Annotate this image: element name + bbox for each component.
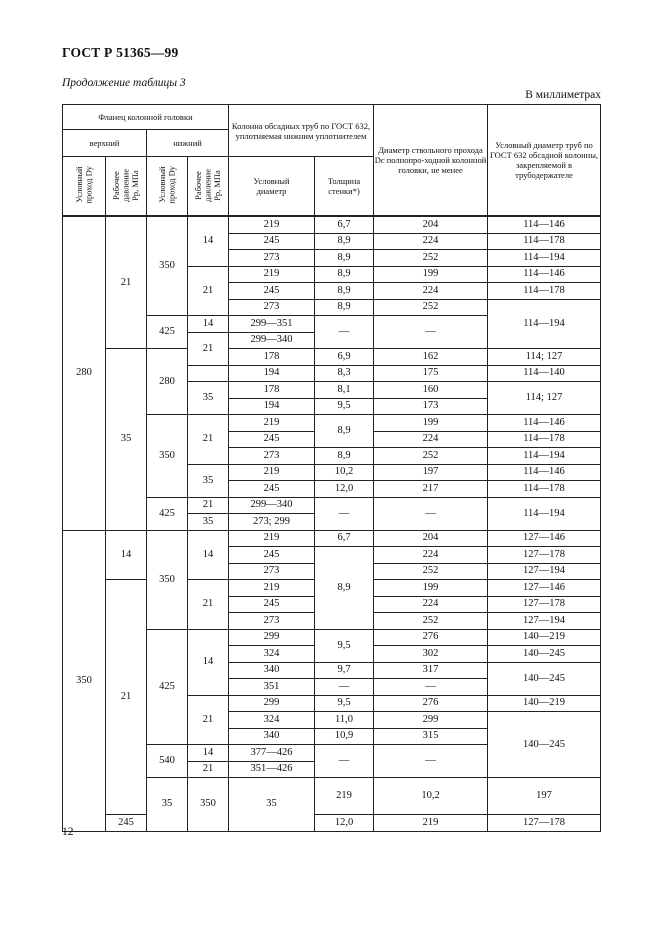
header-lower: нижний <box>147 130 229 157</box>
nominal-diameter-cell: 178 <box>229 382 315 399</box>
header-wall-thickness: Толщина стенки*) <box>315 157 374 217</box>
bore-diameter-cell: 224 <box>374 283 488 300</box>
header-casing: Колонна обсадных труб по ГОСТ 632, уплотняемая нижним уплотнителем <box>229 105 374 157</box>
header-lower-nominal-bore: Условный проход Dу <box>147 157 188 217</box>
header-hanger: Условный диаметр труб по ГОСТ 632 обсадной колонны, закрепляемой в трубодержателе <box>488 105 601 217</box>
wall-thickness-cell: 8,9 <box>315 415 374 448</box>
data-table <box>62 104 601 832</box>
wall-thickness-cell: 8,9 <box>315 547 374 630</box>
wall-thickness-cell: 12,0 <box>315 815 374 832</box>
nominal-diameter-cell: 299 <box>229 629 315 646</box>
nominal-diameter-cell: 273; 299 <box>229 514 315 531</box>
hanger-diameter-cell: 127—178 <box>488 547 601 564</box>
wall-thickness-cell: 9,7 <box>315 662 374 679</box>
hanger-diameter-cell: 127—146 <box>488 580 601 597</box>
bore-diameter-cell: 224 <box>374 547 488 564</box>
bore-diameter-cell: 199 <box>374 266 488 283</box>
lower-pressure-cell: 21 <box>188 415 229 465</box>
lower-pressure-cell: 21 <box>188 497 229 514</box>
nominal-diameter-cell: 324 <box>229 712 315 729</box>
bore-diameter-cell: 217 <box>374 481 488 498</box>
bore-diameter-cell: 173 <box>374 398 488 415</box>
hanger-diameter-cell: 114—194 <box>488 448 601 465</box>
hanger-diameter-cell: 140—245 <box>488 662 601 695</box>
nominal-diameter-cell: 299—351 <box>229 316 315 333</box>
hanger-diameter-cell: 114—146 <box>488 415 601 432</box>
hanger-diameter-cell: 140—245 <box>488 646 601 663</box>
wall-thickness-cell: 8,9 <box>315 250 374 267</box>
nominal-diameter-cell: 194 <box>229 398 315 415</box>
bore-diameter-cell: — <box>374 679 488 696</box>
nominal-diameter-cell: 178 <box>229 349 315 366</box>
nominal-diameter-cell: 273 <box>229 250 315 267</box>
hanger-diameter-cell: 114—178 <box>488 283 601 300</box>
hanger-diameter-cell: 114—194 <box>488 250 601 267</box>
nominal-diameter-cell: 273 <box>229 299 315 316</box>
lower-pressure-cell <box>188 365 229 382</box>
wall-thickness-cell: 6,7 <box>315 216 374 233</box>
upper-pressure-cell: 14 <box>106 530 147 580</box>
table-row <box>63 349 601 366</box>
wall-thickness-cell: — <box>315 316 374 349</box>
wall-thickness-cell: 11,0 <box>315 712 374 729</box>
bore-diameter-cell: 252 <box>374 613 488 630</box>
wall-thickness-cell: 6,7 <box>315 530 374 547</box>
hanger-diameter-cell: 127—194 <box>488 613 601 630</box>
lower-pressure-cell: 14 <box>188 316 229 333</box>
nominal-diameter-cell: 273 <box>229 613 315 630</box>
bore-diameter-cell: 224 <box>374 596 488 613</box>
nominal-diameter-cell: 245 <box>229 431 315 448</box>
hanger-diameter-cell: 114—140 <box>488 365 601 382</box>
table-row <box>63 216 601 233</box>
nominal-diameter-cell: 219 <box>229 464 315 481</box>
nominal-diameter-cell: 219 <box>229 530 315 547</box>
upper-pressure-cell: 35 <box>106 349 147 531</box>
lower-pressure-cell: 21 <box>188 580 229 630</box>
hanger-diameter-cell: 127—178 <box>488 596 601 613</box>
lower-pressure-cell: 35 <box>188 464 229 497</box>
bore-diameter-cell: 317 <box>374 662 488 679</box>
wall-thickness-cell: 12,0 <box>315 481 374 498</box>
hanger-diameter-cell: 127—178 <box>488 815 601 832</box>
header-upper: верхний <box>63 130 147 157</box>
nominal-diameter-cell: 245 <box>106 815 147 832</box>
nominal-diameter-cell: 299 <box>229 695 315 712</box>
hanger-diameter-cell: 114—178 <box>488 431 601 448</box>
hanger-diameter-cell: 114; 127 <box>488 349 601 366</box>
wall-thickness-cell: 9,5 <box>315 398 374 415</box>
upper-bore-cell: 280 <box>63 216 106 530</box>
wall-thickness-cell: 8,9 <box>315 283 374 300</box>
upper-pressure-cell: 35 <box>147 778 188 832</box>
wall-thickness-cell: 10,2 <box>374 778 488 815</box>
wall-thickness-cell: 8,9 <box>315 448 374 465</box>
wall-thickness-cell: — <box>315 679 374 696</box>
nominal-diameter-cell: 245 <box>229 547 315 564</box>
nominal-diameter-cell: 194 <box>229 365 315 382</box>
hanger-diameter-cell: 114—146 <box>488 464 601 481</box>
upper-pressure-cell: 21 <box>106 580 147 815</box>
wall-thickness-cell: 8,9 <box>315 266 374 283</box>
nominal-diameter-cell: 340 <box>229 728 315 745</box>
hanger-diameter-cell: 114—146 <box>488 266 601 283</box>
bore-diameter-cell: 175 <box>374 365 488 382</box>
page-number: 12 <box>62 826 74 838</box>
nominal-diameter-cell: 219 <box>315 778 374 815</box>
lower-pressure-cell: 14 <box>188 216 229 266</box>
hanger-diameter-cell: 114—178 <box>488 481 601 498</box>
header-upper-nominal-bore: Условный проход Dу <box>63 157 106 217</box>
lower-bore-cell: 540 <box>147 745 188 778</box>
bore-diameter-cell: 204 <box>374 530 488 547</box>
bore-diameter-cell: 276 <box>374 629 488 646</box>
lower-pressure-cell: 35 <box>188 382 229 415</box>
nominal-diameter-cell: 377—426 <box>229 745 315 762</box>
bore-diameter-cell: 224 <box>374 233 488 250</box>
lower-bore-cell: 350 <box>147 415 188 498</box>
nominal-diameter-cell: 219 <box>229 415 315 432</box>
upper-pressure-cell: 21 <box>106 216 147 349</box>
wall-thickness-cell: 10,2 <box>315 464 374 481</box>
wall-thickness-cell: — <box>315 497 374 530</box>
lower-bore-cell: 280 <box>147 349 188 415</box>
bore-diameter-cell: 199 <box>374 580 488 597</box>
document-title: ГОСТ Р 51365—99 <box>62 45 179 60</box>
hanger-diameter-cell: 140—245 <box>488 712 601 778</box>
upper-bore-cell: 350 <box>63 530 106 831</box>
bore-diameter-cell: 162 <box>374 349 488 366</box>
header-nominal-diameter: Условный диаметр <box>229 157 315 217</box>
header-flange: Фланец колонной головки <box>63 105 229 130</box>
wall-thickness-cell: 9,5 <box>315 695 374 712</box>
wall-thickness-cell: 6,9 <box>315 349 374 366</box>
table-continuation-caption: Продолжение таблицы 3 <box>62 77 186 89</box>
bore-diameter-cell: 252 <box>374 563 488 580</box>
nominal-diameter-cell: 245 <box>229 481 315 498</box>
nominal-diameter-cell: 245 <box>229 596 315 613</box>
lower-pressure-cell: 21 <box>188 695 229 745</box>
nominal-diameter-cell: 219 <box>229 580 315 597</box>
lower-pressure-cell: 35 <box>229 778 315 832</box>
bore-diameter-cell: 299 <box>374 712 488 729</box>
header-upper-working-pressure: Рабочее давление Pр, МПа <box>106 157 147 217</box>
wall-thickness-cell: 8,3 <box>315 365 374 382</box>
lower-pressure-cell: 14 <box>188 629 229 695</box>
hanger-diameter-cell: 114—178 <box>488 233 601 250</box>
nominal-diameter-cell: 351 <box>229 679 315 696</box>
hanger-diameter-cell: 114—194 <box>488 299 601 349</box>
wall-thickness-cell: 8,9 <box>315 299 374 316</box>
lower-bore-cell: 425 <box>147 497 188 530</box>
nominal-diameter-cell: 273 <box>229 563 315 580</box>
lower-pressure-cell: 21 <box>188 266 229 316</box>
bore-diameter-cell: 199 <box>374 415 488 432</box>
bore-diameter-cell: — <box>374 316 488 349</box>
bore-diameter-cell: 252 <box>374 299 488 316</box>
hanger-diameter-cell: 140—219 <box>488 695 601 712</box>
nominal-diameter-cell: 219 <box>229 216 315 233</box>
wall-thickness-cell: 10,9 <box>315 728 374 745</box>
wall-thickness-cell: 8,1 <box>315 382 374 399</box>
bore-diameter-cell: 276 <box>374 695 488 712</box>
lower-bore-cell: 350 <box>188 778 229 832</box>
bore-diameter-cell: 315 <box>374 728 488 745</box>
bore-diameter-cell: 302 <box>374 646 488 663</box>
nominal-diameter-cell: 299—340 <box>229 497 315 514</box>
table-row <box>63 530 601 547</box>
hanger-diameter-cell: 127—146 <box>488 530 601 547</box>
lower-pressure-cell: 21 <box>188 761 229 778</box>
bore-diameter-cell: 252 <box>374 448 488 465</box>
lower-pressure-cell: 14 <box>188 745 229 762</box>
lower-bore-cell: 425 <box>147 629 188 745</box>
header-lower-working-pressure: Рабочее давление Pр, МПа <box>188 157 229 217</box>
nominal-diameter-cell: 245 <box>229 283 315 300</box>
wall-thickness-cell: 8,9 <box>315 233 374 250</box>
nominal-diameter-cell: 324 <box>229 646 315 663</box>
hanger-diameter-cell: 114—194 <box>488 497 601 530</box>
lower-bore-cell: 350 <box>147 530 188 629</box>
nominal-diameter-cell: 273 <box>229 448 315 465</box>
header-bore: Диаметр ствольного прохода Dc полнопро-ходной колонной головки, не менее <box>374 105 488 217</box>
bore-diameter-cell: 197 <box>488 778 601 815</box>
lower-pressure-cell: 14 <box>188 530 229 580</box>
lower-pressure-cell: 21 <box>188 332 229 365</box>
bore-diameter-cell: 252 <box>374 250 488 267</box>
bore-diameter-cell: 224 <box>374 431 488 448</box>
bore-diameter-cell: 197 <box>374 464 488 481</box>
hanger-diameter-cell: 127—194 <box>488 563 601 580</box>
nominal-diameter-cell: 351—426 <box>229 761 315 778</box>
nominal-diameter-cell: 299—340 <box>229 332 315 349</box>
table-row <box>63 815 601 832</box>
bore-diameter-cell: — <box>374 497 488 530</box>
bore-diameter-cell: 160 <box>374 382 488 399</box>
hanger-diameter-cell: 114; 127 <box>488 382 601 415</box>
nominal-diameter-cell: 219 <box>229 266 315 283</box>
lower-bore-cell: 425 <box>147 316 188 349</box>
bore-diameter-cell: 219 <box>374 815 488 832</box>
bore-diameter-cell: — <box>374 745 488 778</box>
lower-bore-cell: 350 <box>147 216 188 316</box>
hanger-diameter-cell: 114—146 <box>488 216 601 233</box>
hanger-diameter-cell: 140—219 <box>488 629 601 646</box>
lower-pressure-cell: 35 <box>188 514 229 531</box>
wall-thickness-cell: 9,5 <box>315 629 374 662</box>
nominal-diameter-cell: 340 <box>229 662 315 679</box>
units-note: В миллиметрах <box>525 89 601 101</box>
bore-diameter-cell: 204 <box>374 216 488 233</box>
nominal-diameter-cell: 245 <box>229 233 315 250</box>
wall-thickness-cell: — <box>315 745 374 778</box>
